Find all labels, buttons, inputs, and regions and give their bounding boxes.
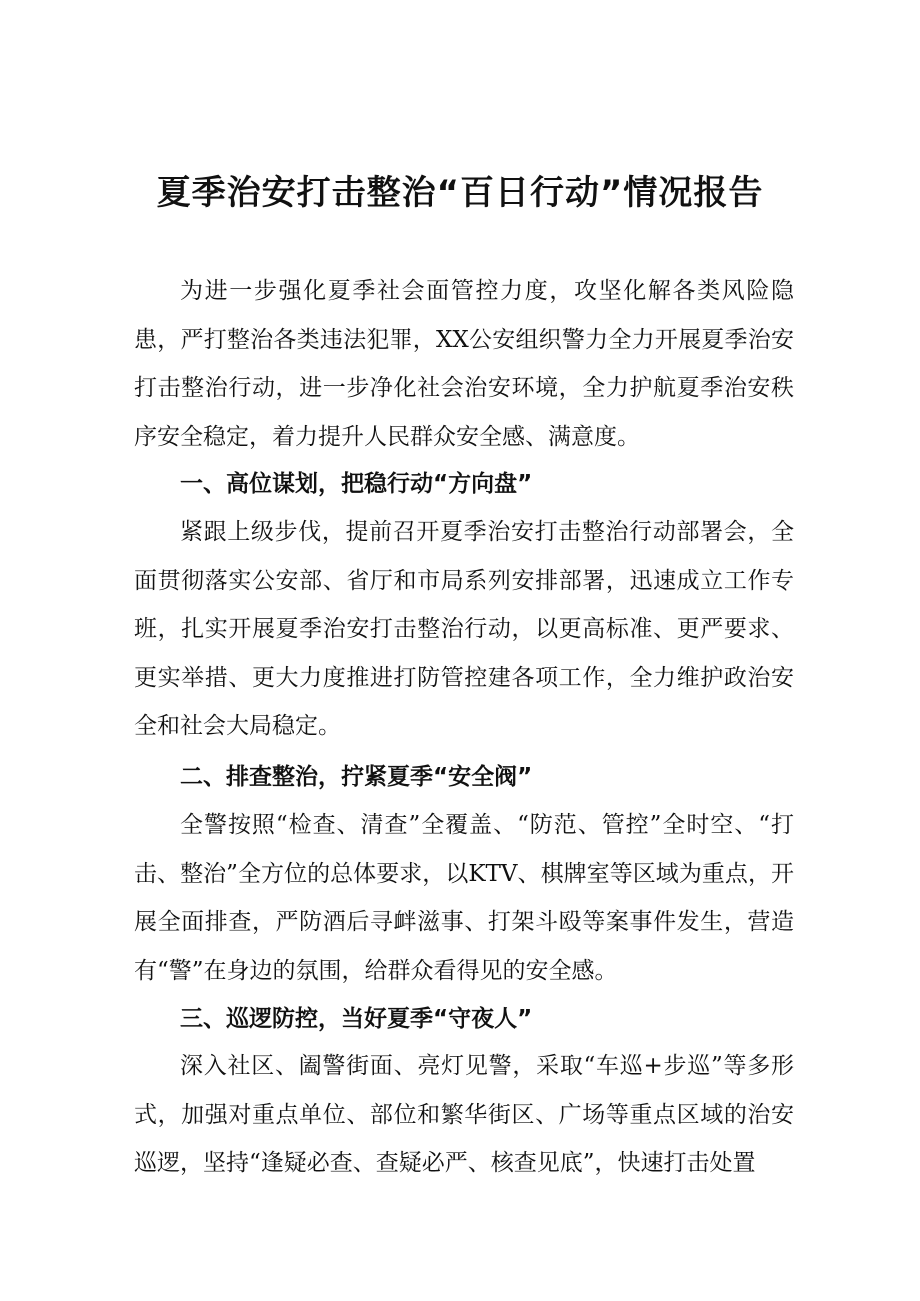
section-2-paragraph: 全警按照“检查、清查”全覆盖、“防范、管控”全时空、“打击、整治”全方位的总体要求，以KTV、棋牌室等区域为重点，开展全面排查，严防酒后寻衅滋事、打架斗殴等案事件发生，营造有“警”在身边的氛围，给群众看得见的安全感。 xyxy=(134,812,794,984)
section-3-heading: 三、巡逻防控，当好夏季“守夜人” xyxy=(180,1006,533,1032)
section-1-heading: 一、高位谋划，把稳行动“方向盘” xyxy=(180,471,533,497)
section-3-paragraph: 深入社区、阖警街面、亮灯见警，采取“车巡+步巡”等多形式，加强对重点单位、部位和繁华街区、广场等重点区域的治安巡逻，坚持“逢疑必查、查疑必严、核查见底”，快速打击处置 xyxy=(134,1053,794,1176)
section-2-heading: 二、排查整治，拧紧夏季“安全阀” xyxy=(180,764,533,790)
document-title: 夏季治安打击整治“百日行动”情况报告 xyxy=(156,173,764,213)
intro-paragraph: 为进一步强化夏季社会面管控力度，攻坚化解各类风险隐患，严打整治各类违法犯罪，XX公安组织警力全力开展夏季治安打击整治行动，进一步净化社会治安环境，全力护航夏季治安秩序安全稳定，着力提升人民群众安全感、满意度。 xyxy=(134,278,794,450)
section-1-paragraph: 紧跟上级步伐，提前召开夏季治安打击整治行动部署会，全面贯彻落实公安部、省厅和市局系列安排部署，迅速成立工作专班，扎实开展夏季治安打击整治行动，以更高标准、更严要求、更实举措、更大力度推进打防管控建各项工作，全力维护政治安全和社会大局稳定。 xyxy=(134,519,794,739)
